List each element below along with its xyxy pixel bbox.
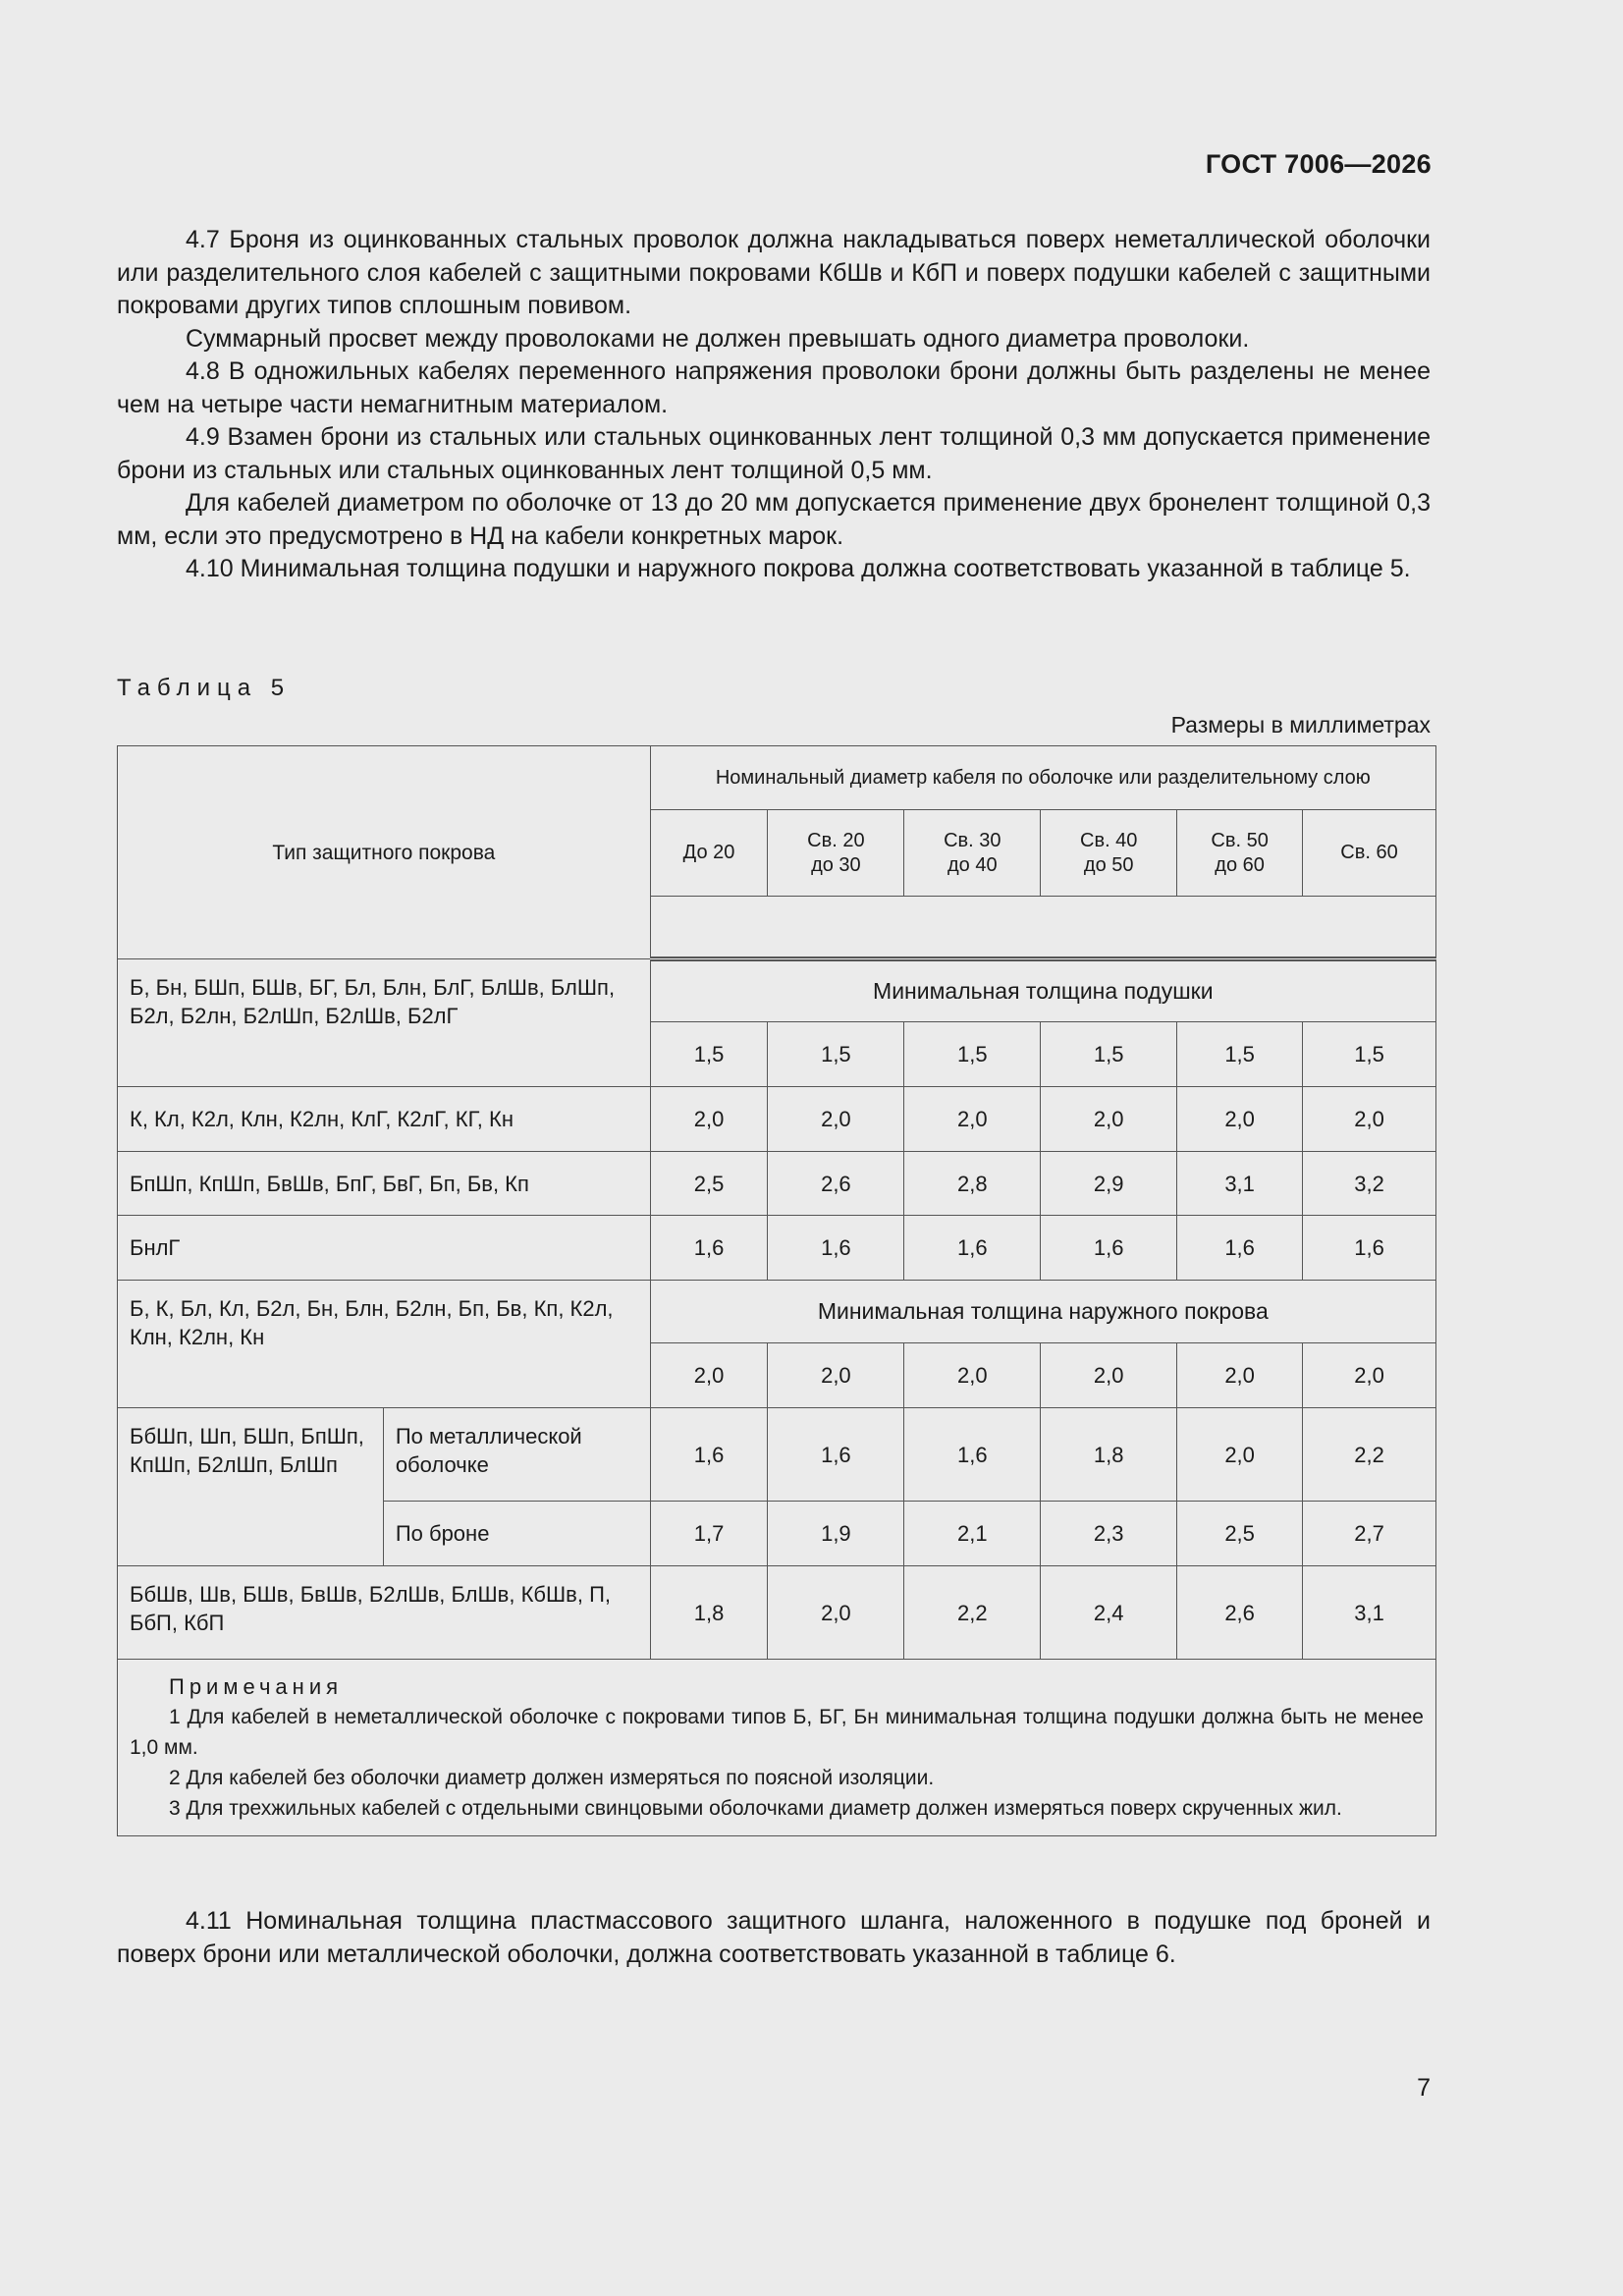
table-caption: Таблица 5 [117, 675, 292, 701]
cell: 2,0 [768, 1087, 904, 1152]
cell: 1,5 [1177, 1022, 1303, 1087]
body-text-bottom [117, 1905, 1431, 1971]
header-type: Тип защитного покрова [118, 746, 651, 959]
cell: 2,1 [904, 1502, 1041, 1566]
cell: 1,8 [1041, 1408, 1177, 1502]
cell: 2,0 [768, 1343, 904, 1408]
cell: 1,8 [650, 1566, 768, 1660]
paragraph-4-10: 4.10 Минимальная толщина подушки и наружного покрова должна соответствовать указанной в таблице 5. [186, 555, 1411, 582]
cell: 1,6 [1303, 1216, 1436, 1281]
section-outer: Минимальная толщина наружного покрова [650, 1281, 1435, 1343]
cell: 2,0 [904, 1343, 1041, 1408]
row-6-type: БбШп, Шп, БШп, БпШп, КпШп, Б2лШп, БлШп [118, 1408, 384, 1566]
cell: 1,5 [768, 1022, 904, 1087]
cell: 2,6 [768, 1152, 904, 1216]
page-number: 7 [1417, 2074, 1431, 2102]
cell: 2,0 [650, 1087, 768, 1152]
row-6-sub: По металлической оболочке [383, 1408, 650, 1502]
header-col-2: Св. 20 до 30 [768, 810, 904, 897]
paragraph-4-7: 4.7 Броня из оцинкованных стальных проволок должна накладываться поверх неметаллической оболочки или разделительного слоя кабелей с защитными покровами КбШв и КбП и поверх подушки кабелей с защитными покровами других типов сплошным повивом. [117, 226, 1431, 319]
header-col-4: Св. 40 до 50 [1041, 810, 1177, 897]
table-notes [118, 1660, 1436, 1836]
paragraph-4-8: 4.8 В одножильных кабелях переменного напряжения проволоки брони должны быть разделены не менее чем на четыре части немагнитным материалом. [117, 357, 1431, 418]
cell: 2,6 [1177, 1566, 1303, 1660]
paragraph-two-tapes: Для кабелей диаметром по оболочке от 13 до 20 мм допускается применение двух бронелент толщиной 0,3 мм, если это предусмотрено в НД на кабели конкретных марок. [117, 489, 1431, 550]
cell: 2,4 [1041, 1566, 1177, 1660]
cell: 1,6 [1177, 1216, 1303, 1281]
header-col-6: Св. 60 [1303, 810, 1436, 897]
table-5 [117, 745, 1436, 1836]
note-1: 1 Для кабелей в неметаллической оболочке с покровами типов Б, БГ, Бн минимальная толщина подушки должна быть не менее 1,0 мм. [130, 1706, 1424, 1759]
cell: 1,5 [904, 1022, 1041, 1087]
cell: 2,9 [1041, 1152, 1177, 1216]
cell: 2,5 [1177, 1502, 1303, 1566]
cell: 2,2 [904, 1566, 1041, 1660]
paragraph-gap: Суммарный просвет между проволоками не должен превышать одного диаметра проволоки. [186, 324, 1250, 353]
cell: 1,6 [650, 1216, 768, 1281]
cell: 2,0 [1041, 1343, 1177, 1408]
row-8-type: БбШв, Шв, БШв, БвШв, Б2лШв, БлШв, КбШв, П, БбП, КбП [118, 1566, 651, 1660]
cell: 2,2 [1303, 1408, 1436, 1502]
row-5-type: Б, К, Бл, Кл, Б2л, Бн, Блн, Б2лн, Бп, Бв, Кп, К2л, Клн, К2лн, Кн [118, 1281, 651, 1408]
cell: 1,6 [768, 1408, 904, 1502]
cell: 2,0 [650, 1343, 768, 1408]
row-3-type: БпШп, КпШп, БвШв, БпГ, БвГ, Бп, Бв, Кп [118, 1152, 651, 1216]
row-1-type: Б, Бн, БШп, БШв, БГ, Бл, Блн, БлГ, БлШв, БлШп, Б2л, Б2лн, Б2лШп, Б2лШв, Б2лГ [118, 959, 651, 1087]
cell: 3,1 [1177, 1152, 1303, 1216]
document-code: ГОСТ 7006—2026 [1205, 149, 1432, 179]
header-col-3: Св. 30 до 40 [904, 810, 1041, 897]
cell: 2,0 [1303, 1343, 1436, 1408]
cell: 1,5 [1041, 1022, 1177, 1087]
cell: 1,6 [768, 1216, 904, 1281]
row-7-sub: По броне [383, 1502, 650, 1566]
header-diameter: Номинальный диаметр кабеля по оболочке или разделительному слою [650, 746, 1435, 810]
notes-title: Примечания [169, 1674, 344, 1699]
cell: 1,6 [1041, 1216, 1177, 1281]
header-col-1: До 20 [650, 810, 768, 897]
section-cushion: Минимальная толщина подушки [650, 959, 1435, 1022]
cell: 1,9 [768, 1502, 904, 1566]
cell: 2,0 [904, 1087, 1041, 1152]
cell: 2,0 [1177, 1087, 1303, 1152]
cell: 2,8 [904, 1152, 1041, 1216]
cell: 2,0 [1177, 1408, 1303, 1502]
cell: 1,7 [650, 1502, 768, 1566]
cell: 3,2 [1303, 1152, 1436, 1216]
note-2: 2 Для кабелей без оболочки диаметр должен измеряться по поясной изоляции. [169, 1767, 935, 1789]
body-text-top [117, 224, 1431, 586]
cell: 2,0 [1177, 1343, 1303, 1408]
cell: 1,6 [904, 1408, 1041, 1502]
paragraph-4-9: 4.9 Взамен брони из стальных или стальных оцинкованных лент толщиной 0,3 мм допускается применение брони из стальных или стальных оцинкованных лент толщиной 0,5 мм. [117, 423, 1431, 484]
cell: 1,5 [1303, 1022, 1436, 1087]
cell: 3,1 [1303, 1566, 1436, 1660]
cell: 1,6 [650, 1408, 768, 1502]
paragraph-4-11: 4.11 Номинальная толщина пластмассового защитного шланга, наложенного в подушке под броней и поверх брони или металлической оболочки, должна соответствовать указанной в таблице 6. [117, 1907, 1431, 1968]
cell: 2,0 [768, 1566, 904, 1660]
cell: 2,3 [1041, 1502, 1177, 1566]
cell: 1,5 [650, 1022, 768, 1087]
cell: 1,6 [904, 1216, 1041, 1281]
header-col-5: Св. 50 до 60 [1177, 810, 1303, 897]
table-units: Размеры в миллиметрах [1170, 712, 1431, 738]
header-blank [650, 897, 1435, 959]
cell: 2,0 [1303, 1087, 1436, 1152]
cell: 2,5 [650, 1152, 768, 1216]
row-4-type: БнлГ [118, 1216, 651, 1281]
row-2-type: К, Кл, К2л, Клн, К2лн, КлГ, К2лГ, КГ, Кн [118, 1087, 651, 1152]
cell: 2,0 [1041, 1087, 1177, 1152]
cell: 2,7 [1303, 1502, 1436, 1566]
note-3: 3 Для трехжильных кабелей с отдельными свинцовыми оболочками диаметр должен измеряться поверх скрученных жил. [169, 1797, 1342, 1820]
